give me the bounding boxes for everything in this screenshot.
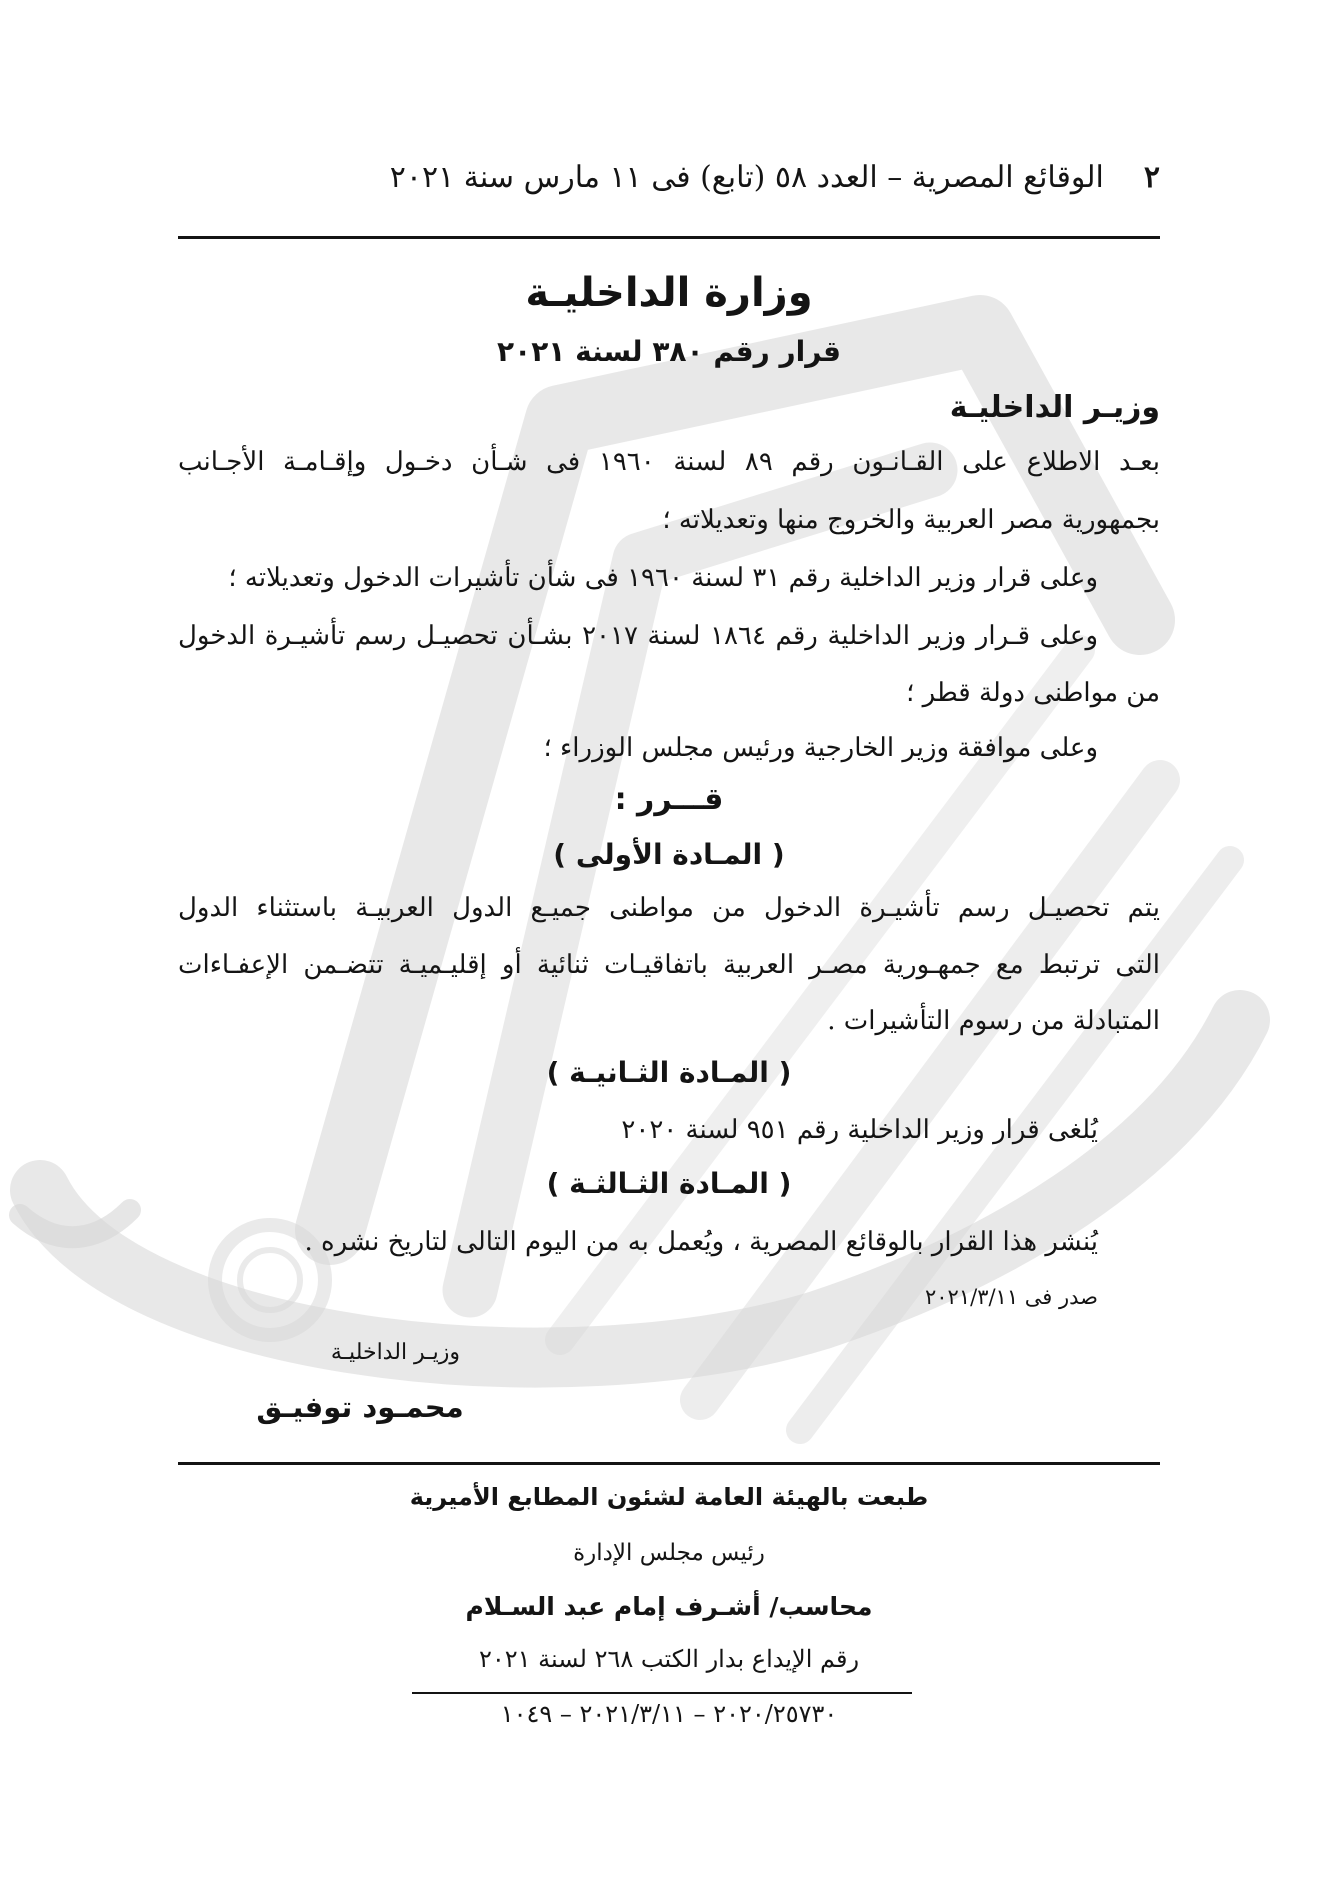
preamble-line: وعلى موافقة وزير الخارجية ورئيس مجلس الوزراء ؛ [543,733,1098,763]
issued-date: صدر فى ٢٠٢١/٣/١١ [925,1285,1098,1309]
gazette-header [178,160,1160,195]
ministry-title: وزارة الداخليـة [525,270,813,316]
article2-heading: ( المـادة الثـانيـة ) [546,1056,792,1089]
print-code: ٢٠٢٠/٢٥٧٣٠ – ٢٠٢١/٣/١١ – ١٠٤٩ [500,1700,838,1728]
signature-title: وزيـر الداخليـة [330,1340,460,1365]
deposit-underline [412,1692,912,1694]
preamble-line: بجمهورية مصر العربية والخروج منها وتعديلاته ؛ [662,505,1160,535]
issuer-heading: وزيـر الداخليـة [949,390,1160,425]
deposit-number: رقم الإيداع بدار الكتب ٢٦٨ لسنة ٢٠٢١ [478,1645,860,1673]
printer-name: طبعت بالهيئة العامة لشئون المطابع الأميرية [409,1483,929,1511]
preamble-line: من مواطنى دولة قطر ؛ [906,678,1160,708]
article-line: يُنشر هذا القرار بالوقائع المصرية ، ويُعمل به من اليوم التالى لتاريخ نشره . [304,1227,1098,1257]
preamble-line: وعلى قرار وزير الداخلية رقم ٣١ لسنة ١٩٦٠ فى شأن تأشيرات الدخول وتعديلاته ؛ [228,563,1098,593]
header-divider [178,236,1160,239]
preamble-line: وعلى قـرار وزير الداخلية رقم ١٨٦٤ لسنة ٢٠١٧ بشـأن تحصيـل رسم تأشيـرة الدخول [178,621,1098,651]
article-line: يُلغى قرار وزير الداخلية رقم ٩٥١ لسنة ٢٠٢٠ [621,1115,1098,1145]
signature-name: محمـود توفيـق [256,1390,464,1424]
chairman-title: رئيس مجلس الإدارة [573,1540,765,1566]
footer-divider [178,1462,1160,1465]
page-number: ٢ [1143,160,1160,195]
article3-heading: ( المـادة الثـالثـة ) [546,1167,792,1200]
decided-heading: قـــرر : [614,782,724,817]
article-line: يتم تحصيـل رسم تأشيـرة الدخول من مواطنى جميـع الدول العربيـة باستثناء الدول [178,893,1160,923]
header-title: الوقائع المصرية – العدد ٥٨ (تابع) فى ١١ مارس سنة ٢٠٢١ [389,160,1104,195]
article-line: التى ترتبط مع جمهـورية مصـر العربية باتفاقيـات ثنائية أو إقليـميـة تتضـمن الإعفـاءات [178,950,1160,980]
preamble-line: بعـد الاطلاع على القـانـون رقم ٨٩ لسنة ١٩٦٠ فى شـأن دخـول وإقـامـة الأجـانب [178,447,1160,477]
chairman-name: محاسب/ أشـرف إمام عبد السـلام [465,1592,873,1621]
decree-title: قرار رقم ٣٨٠ لسنة ٢٠٢١ [497,335,841,368]
article-line: المتبادلة من رسوم التأشيرات . [827,1006,1160,1036]
article1-heading: ( المـادة الأولى ) [553,838,785,871]
